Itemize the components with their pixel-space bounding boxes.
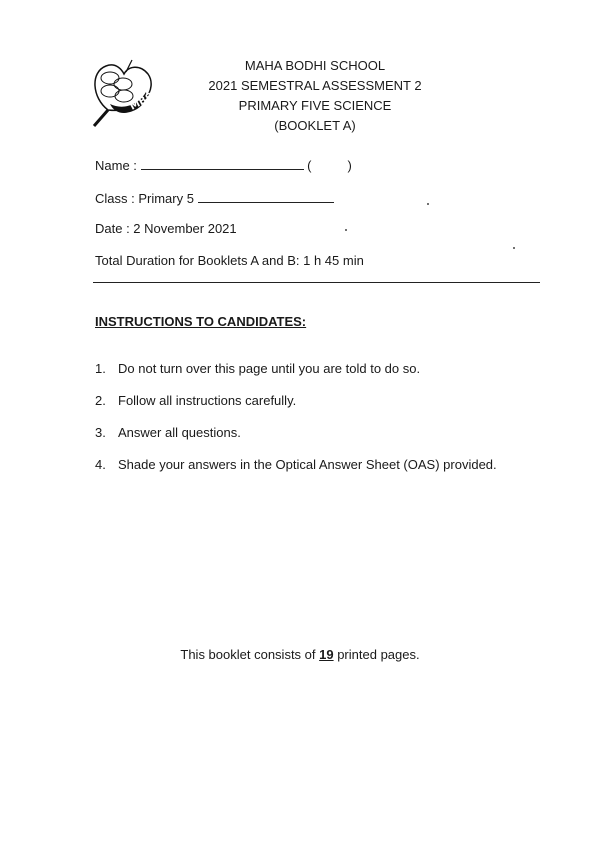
svg-text:MBS: MBS xyxy=(128,91,156,113)
assessment-title: 2021 SEMESTRAL ASSESSMENT 2 xyxy=(208,78,422,93)
instruction-item xyxy=(95,457,497,489)
instruction-number: 2. xyxy=(95,393,106,408)
booklet-label: (BOOKLET A) xyxy=(274,118,356,133)
instruction-number: 4. xyxy=(95,457,106,472)
instructions-title: INSTRUCTIONS TO CANDIDATES: xyxy=(95,314,307,329)
page-count-suffix: printed pages. xyxy=(333,647,420,662)
subject-title: PRIMARY FIVE SCIENCE xyxy=(238,98,392,113)
duration-field: Total Duration for Booklets A and B: 1 h 45 min xyxy=(95,253,364,268)
date-field: Date : 2 November 2021 xyxy=(95,221,237,236)
instruction-text: Follow all instructions carefully. xyxy=(118,393,297,408)
scan-speck xyxy=(513,247,515,249)
name-blank[interactable] xyxy=(141,157,304,170)
class-index-close-paren: ) xyxy=(347,158,352,173)
instruction-item xyxy=(95,361,497,393)
header-divider xyxy=(93,282,540,283)
instruction-text: Answer all questions. xyxy=(118,425,241,440)
class-blank[interactable] xyxy=(198,190,334,203)
school-name: MAHA BODHI SCHOOL xyxy=(244,58,386,73)
scan-speck xyxy=(427,203,429,205)
instruction-number: 3. xyxy=(95,425,106,440)
page-count-value: 19 xyxy=(319,647,334,662)
name-label: Name : xyxy=(95,158,137,173)
instructions-list xyxy=(95,361,497,489)
exam-header xyxy=(190,56,440,136)
instruction-item xyxy=(95,425,497,457)
class-index-open-paren: ( xyxy=(307,158,312,173)
scan-speck xyxy=(345,229,347,231)
instruction-number: 1. xyxy=(95,361,106,376)
instruction-text: Shade your answers in the Optical Answer Sheet (OAS) provided. xyxy=(118,457,497,472)
instruction-text: Do not turn over this page until you are told to do so. xyxy=(118,361,421,376)
school-crest-icon xyxy=(88,58,158,132)
class-label: Class : Primary 5 xyxy=(95,191,194,206)
name-field xyxy=(95,157,352,174)
class-field xyxy=(95,190,334,207)
page-count-prefix: This booklet consists of xyxy=(180,647,320,662)
instruction-item xyxy=(95,393,497,425)
page-count-note xyxy=(0,647,600,662)
